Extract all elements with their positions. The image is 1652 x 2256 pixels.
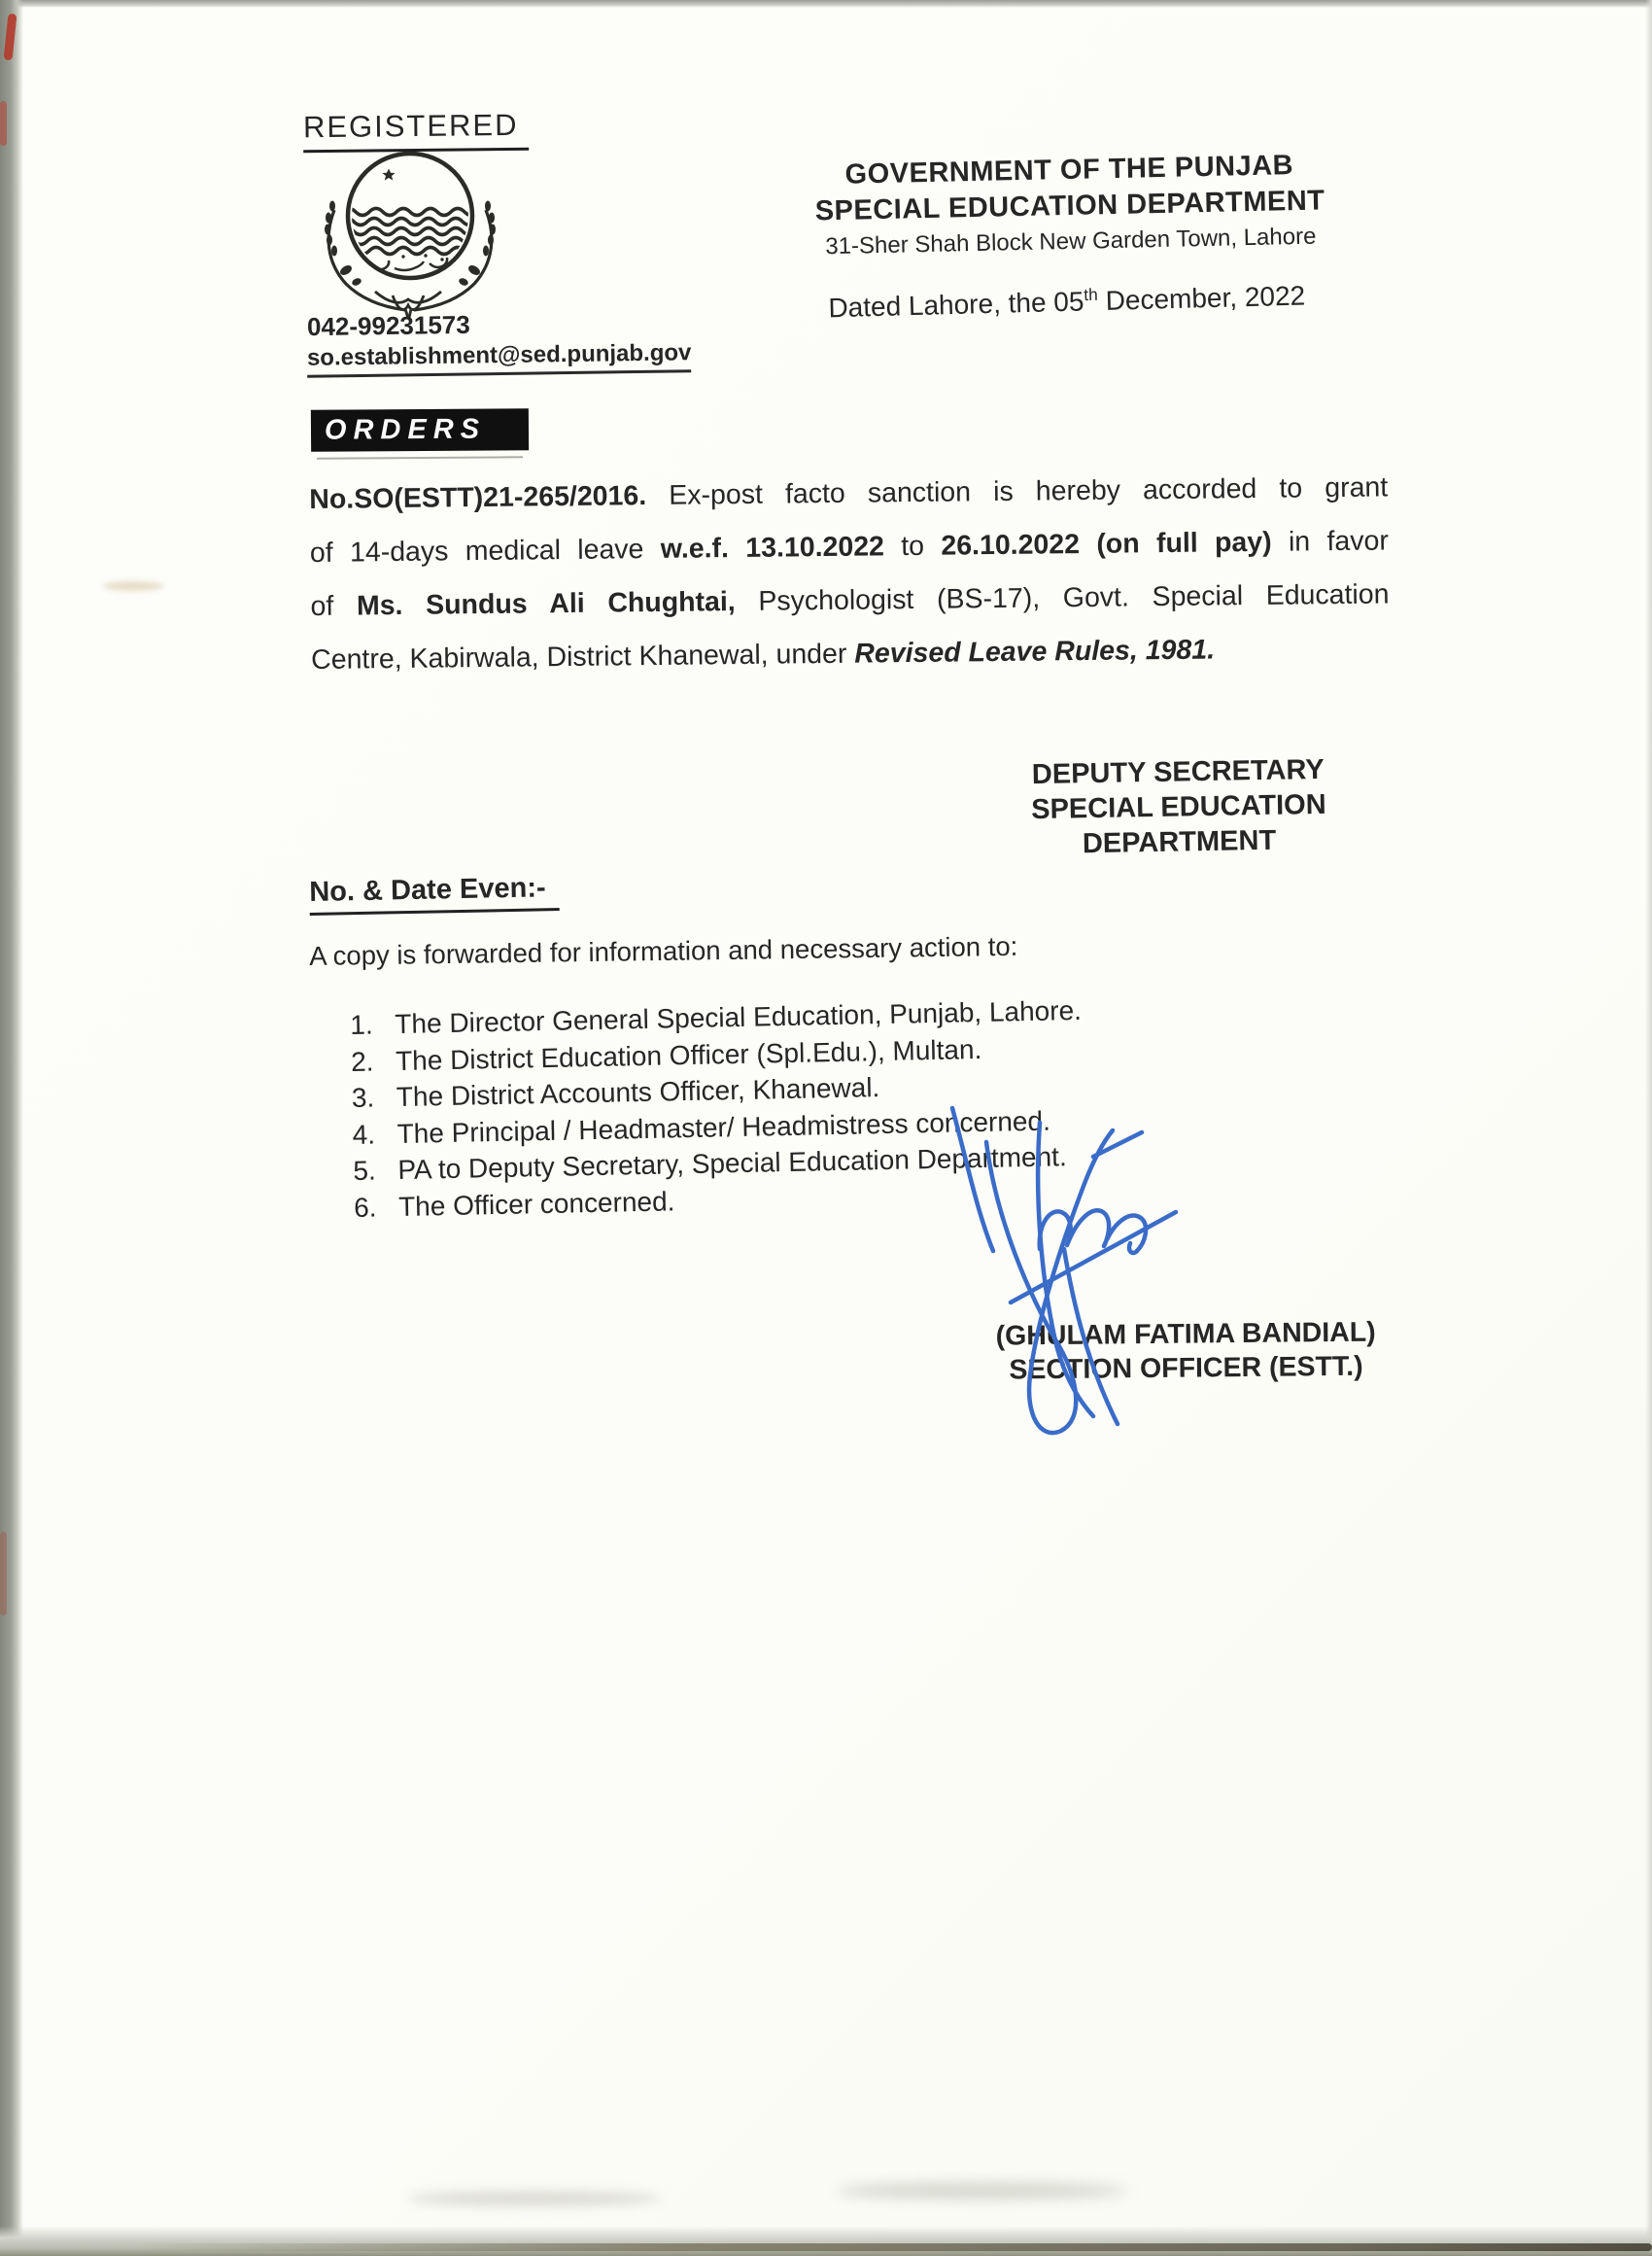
signatory-title: SECTION OFFICER (ESTT.) (1009, 1350, 1363, 1386)
date-prefix: Dated Lahore, the 05 (828, 286, 1084, 324)
red-ink-mark (0, 1532, 7, 1615)
red-ink-mark (0, 101, 7, 146)
river-waves (340, 209, 478, 255)
date-ordinal-suffix: th (1084, 284, 1099, 305)
body-line (311, 621, 1391, 687)
scan-edge-top (0, 0, 1652, 8)
signature-strokes (952, 1108, 1176, 1433)
recipient-text: PA to Deputy Secretary, Special Education Department. (397, 1141, 1067, 1186)
scan-artifact-line (317, 456, 523, 459)
email-address: so.establishment@sed.punjab.gov (307, 339, 692, 378)
body-text-segment: Psychologist (BS-17), Govt. Special Education (735, 578, 1390, 618)
scan-smudge (836, 2183, 1127, 2199)
recipient-text: The Officer concerned. (397, 1185, 675, 1222)
recipient-text: The District Education Officer (Spl.Edu.), Multan. (395, 1033, 982, 1076)
recipient-number: 5. (353, 1155, 377, 1186)
date-line (828, 279, 1306, 324)
date-suffix: December, 2022 (1097, 280, 1306, 317)
orders-heading-text: ORDERS (324, 413, 487, 446)
recipient-text: The Principal / Headmaster/ Headmistress concerned. (396, 1105, 1051, 1149)
recipient-number: 4. (352, 1119, 376, 1150)
recipient-number: 2. (350, 1046, 374, 1077)
scan-edge-left (0, 0, 23, 2256)
handwritten-signature-ink (894, 1103, 1224, 1463)
registered-label: REGISTERED (303, 108, 529, 153)
body-text-segment: to (883, 530, 942, 563)
forwarding-line: A copy is forwarded for information and necessary action to: (309, 930, 1018, 971)
recipient-number: 3. (351, 1082, 375, 1113)
body-text-segment: of (310, 590, 358, 622)
designation-line1: DEPUTY SECRETARY (1031, 753, 1325, 791)
recipient-text: The Director General Special Education, Punjab, Lahore. (395, 994, 1083, 1040)
letterhead-org-block (787, 147, 1353, 263)
signatory-designation-block (983, 751, 1374, 863)
body-text-segment: No.SO(ESTT)21-265/2016. (309, 480, 647, 515)
scan-smudge (408, 2192, 661, 2205)
body-text-segment: 26.10.2022 (on full pay) (941, 526, 1272, 562)
recipient-text: The District Accounts Officer, Khanewal. (396, 1072, 880, 1113)
body-text-segment: Centre, Kabirwala, District Khanewal, under (310, 638, 855, 676)
punjab-government-emblem-logo (311, 146, 505, 326)
scan-edge-bottom (0, 2226, 1652, 2256)
body-text-segment: of 14-days medical leave (309, 533, 661, 569)
body-text-segment: Ex-post facto sanction is hereby accorded to grant (645, 471, 1389, 512)
body-text-segment: Ms. Sundus Ali Chughtai, (356, 586, 736, 622)
body-text-segment: Revised Leave Rules, 1981. (854, 634, 1216, 670)
scan-edge-bottom-line (136, 2243, 1652, 2251)
star-icon (382, 169, 395, 181)
signatory-name: (GHULAM FATIMA BANDIAL) (995, 1316, 1376, 1352)
phone-number: 042-99231573 (306, 309, 470, 342)
urdu-script (371, 254, 447, 270)
body-text-segment: w.e.f. 13.10.2022 (660, 531, 885, 565)
recipient-number: 1. (350, 1009, 374, 1040)
order-body-paragraph (309, 461, 1390, 687)
crescent-icon (394, 168, 422, 196)
recipient-number: 6. (353, 1191, 377, 1223)
wheat-wreath (325, 201, 496, 311)
org-address: 31-Sher Shah Block New Garden Town, Lahore (825, 223, 1317, 260)
reference-number-line: No. & Date Even:- (309, 872, 560, 916)
designation-line2: SPECIAL EDUCATION (1030, 788, 1326, 826)
paper-stain (103, 581, 163, 591)
designation-line3: DEPARTMENT (1082, 824, 1277, 860)
org-name-line1: GOVERNMENT OF THE PUNJAB (844, 150, 1294, 191)
scan-edge-right (1645, 0, 1652, 2256)
orders-heading (311, 408, 529, 452)
org-name-line2: SPECIAL EDUCATION DEPARTMENT (814, 185, 1325, 227)
body-text-segment: in favor (1271, 525, 1390, 558)
